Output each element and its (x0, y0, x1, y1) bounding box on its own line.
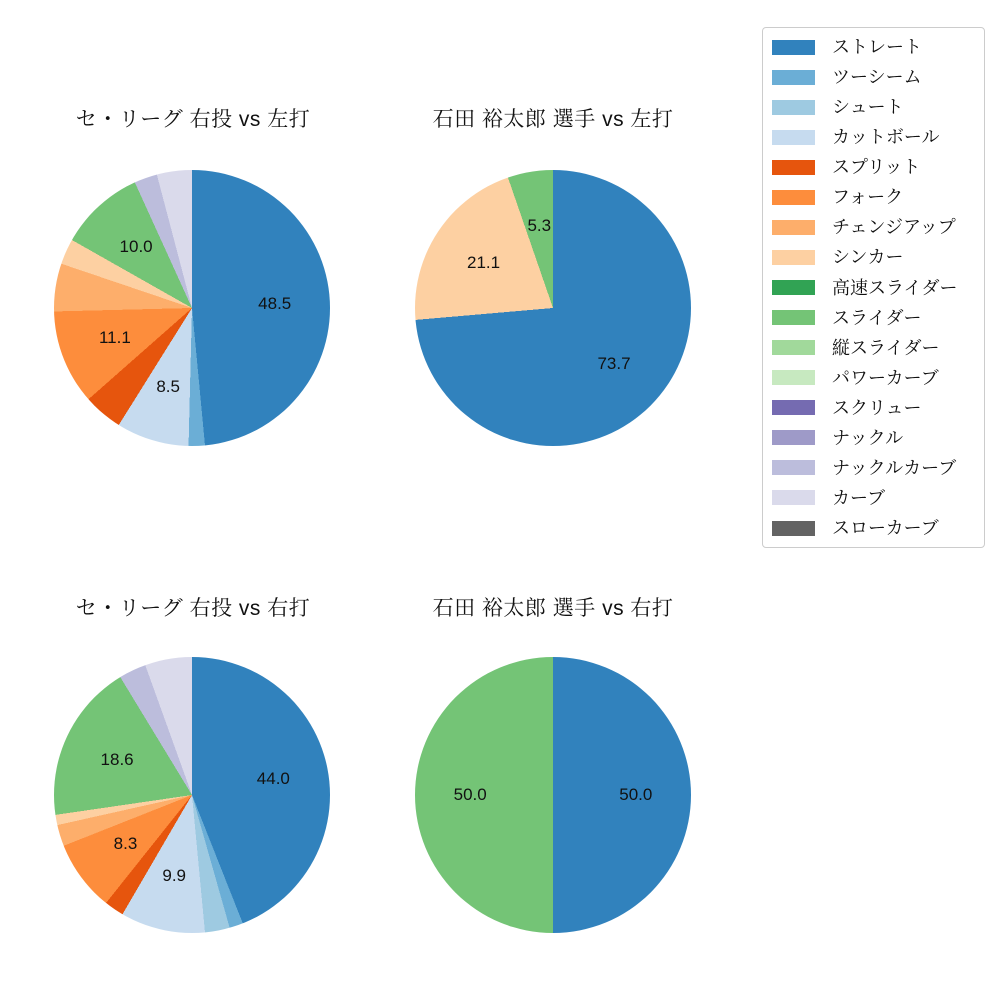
legend-swatch (772, 250, 815, 265)
legend-item (772, 279, 975, 297)
legend-item (772, 248, 975, 266)
pie-slice-label: 8.3 (113, 834, 138, 854)
legend-item (772, 98, 975, 116)
pie-slice-label: 18.6 (100, 749, 134, 769)
chart-title-player-vs-left: 石田 裕太郎 選手 vs 左打 (432, 108, 674, 131)
legend-swatch (772, 190, 815, 205)
pie-slice-label: 11.1 (98, 328, 131, 348)
legend-swatch (772, 400, 815, 415)
legend-item-label: シンカー (832, 247, 904, 268)
pie-slice-label: 5.3 (527, 216, 552, 236)
legend-item-label: パワーカーブ (832, 367, 939, 388)
legend-item-label: スプリット (832, 157, 921, 178)
pie-chart-league-vs-left (54, 170, 330, 446)
legend-item-label: チェンジアップ (832, 217, 956, 238)
legend-swatch (772, 460, 815, 475)
legend-item (772, 218, 975, 236)
legend-item (772, 158, 975, 176)
legend-swatch (772, 40, 815, 55)
legend-swatch (772, 430, 815, 445)
chart-title-league-vs-right: セ・リーグ 右投 vs 右打 (75, 597, 311, 620)
legend-item-label: スライダー (832, 307, 922, 328)
legend-swatch (772, 310, 815, 325)
pie-slice-label: 50.0 (619, 785, 653, 804)
pie-chart-league-vs-right (54, 657, 330, 933)
legend-item (772, 309, 975, 327)
legend-item-label: スローカーブ (832, 518, 939, 538)
legend-item (772, 459, 975, 477)
legend-swatch (772, 100, 815, 115)
pie-chart-player-vs-left (415, 170, 691, 446)
pie-slice-label: 21.1 (467, 252, 501, 272)
legend-item-label: ストレート (832, 37, 922, 57)
legend-item (772, 399, 975, 417)
chart-title-league-vs-left: セ・リーグ 右投 vs 左打 (75, 108, 311, 131)
chart-title-player-vs-right: 石田 裕太郎 選手 vs 右打 (432, 597, 674, 620)
legend-swatch (772, 220, 815, 235)
pie-slice-label: 9.9 (162, 865, 187, 885)
pie-chart-player-vs-right (415, 657, 691, 933)
legend-item (772, 128, 975, 146)
legend-item (772, 339, 975, 357)
legend-swatch (772, 70, 815, 85)
legend-swatch (772, 370, 815, 385)
legend-swatch (772, 340, 815, 355)
pie-slice-label: 10.0 (119, 236, 153, 256)
legend-item-label: シュート (832, 97, 904, 118)
legend-item (772, 519, 975, 537)
legend-item-label: 高速スライダー (832, 277, 958, 298)
legend-swatch (772, 160, 815, 175)
pie-slice-label: 44.0 (256, 769, 290, 789)
pie-slice-label: 8.5 (156, 377, 180, 397)
legend-item (772, 369, 975, 387)
legend-item (772, 188, 975, 206)
legend-item-label: フォーク (832, 187, 904, 208)
legend-box (762, 27, 985, 548)
legend-item-label: ナックルカーブ (832, 457, 957, 478)
legend-item-label: カットボール (832, 127, 940, 148)
legend-item (772, 489, 975, 507)
pie-slice-label: 50.0 (453, 785, 487, 804)
legend-item-label: ツーシーム (832, 67, 922, 88)
legend-item (772, 38, 975, 56)
legend-swatch (772, 280, 815, 295)
legend-item-label: 縦スライダー (832, 337, 940, 358)
legend-item (772, 68, 975, 86)
legend-item (772, 429, 975, 447)
legend-swatch (772, 490, 815, 505)
pie-slice-label: 48.5 (258, 294, 292, 314)
legend-item-label: スクリュー (832, 397, 922, 418)
legend-item-label: ナックル (832, 427, 904, 448)
pie-slice-label: 73.7 (597, 353, 631, 373)
legend-swatch (772, 130, 815, 145)
legend-item-label: カーブ (832, 487, 886, 508)
legend-swatch (772, 521, 815, 536)
